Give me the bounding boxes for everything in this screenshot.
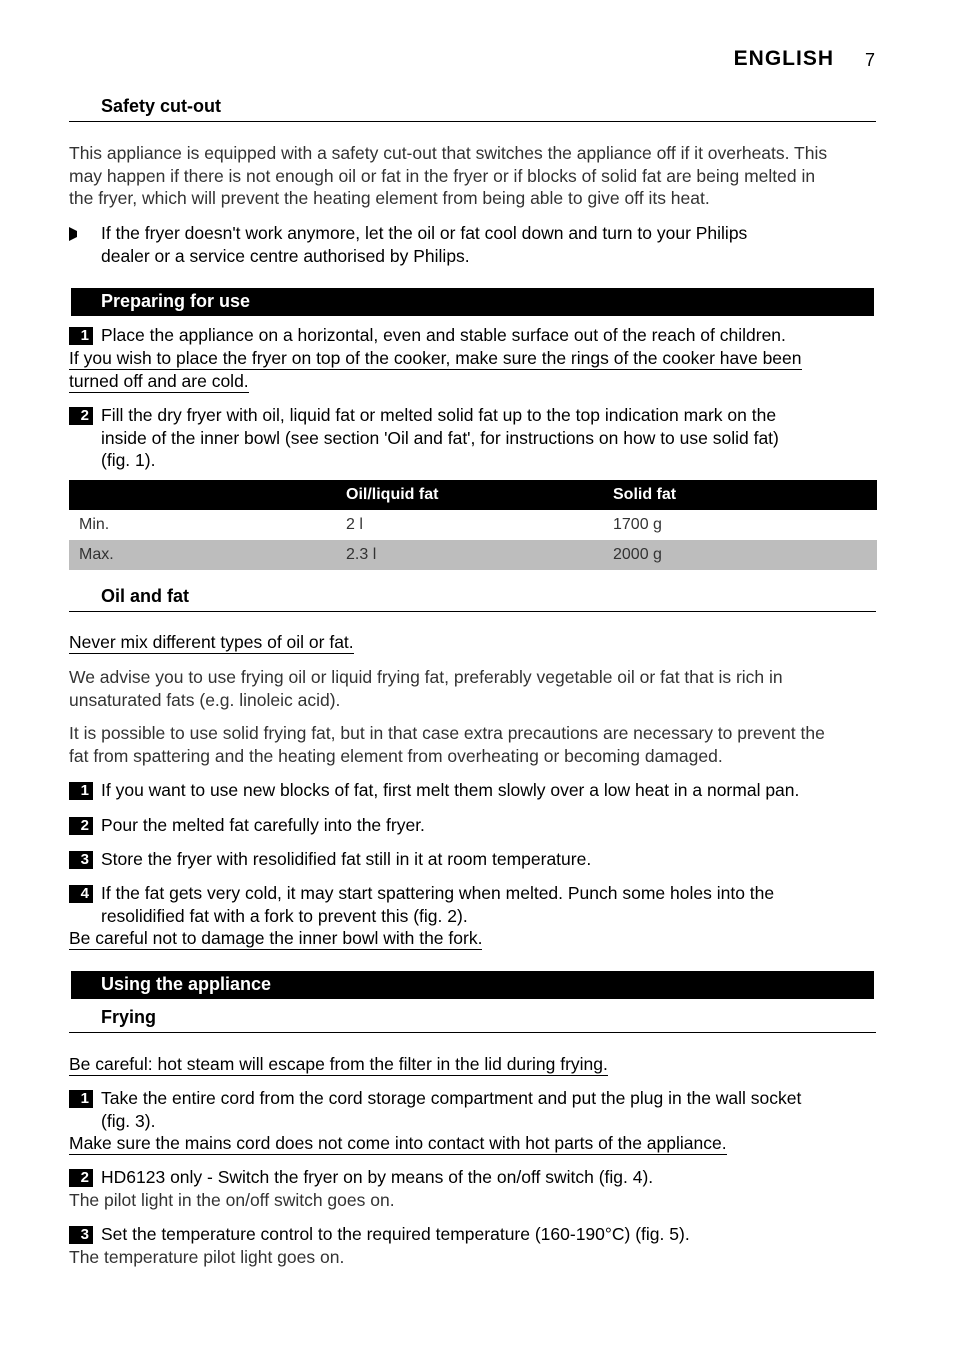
using-step-3	[69, 1223, 879, 1246]
table-header: Solid fat	[603, 480, 877, 510]
text-line: dealer or a service centre authorised by Philips.	[101, 245, 470, 266]
text-line: Make sure the mains cord does not come into contact with hot parts of the appliance.	[69, 1133, 727, 1153]
table-row	[69, 540, 877, 570]
divider	[69, 1032, 876, 1033]
safety-bullet	[101, 222, 881, 267]
text-line: resolidified fat with a fork to prevent this (fig. 2).	[101, 905, 468, 926]
oil-step-2	[69, 814, 879, 837]
step-text: Set the temperature control to the required temperature (160-190°C) (fig. 5).	[101, 1224, 690, 1244]
frying-warning	[69, 1053, 608, 1076]
text-line: Take the entire cord from the cord storage compartment and put the plug in the wall socket	[101, 1088, 802, 1108]
safety-paragraph	[69, 142, 879, 210]
text-line: fat from spattering and the heating element from overheating or becoming damaged.	[69, 745, 723, 766]
language-label: ENGLISH	[733, 47, 834, 70]
oil-fat-paragraph-2	[69, 722, 879, 767]
text-line: Never mix different types of oil or fat.	[69, 632, 354, 652]
oil-step-4	[69, 882, 879, 926]
oil-fat-warning	[69, 631, 354, 654]
table-header-row	[69, 480, 877, 510]
table-header	[69, 480, 336, 510]
text-line: This appliance is equipped with a safety cut-out that switches the appliance off if it overheats. This	[69, 143, 828, 163]
text-line: We advise you to use frying oil or liquid frying fat, preferably vegetable oil or fat that is rich in	[69, 667, 783, 687]
section-bar-preparing: Preparing for use	[71, 288, 874, 316]
text-line: turned off and are cold.	[69, 370, 249, 391]
step-number-badge: 3	[69, 851, 93, 869]
step-number-badge: 1	[69, 1090, 93, 1108]
text-line: It is possible to use solid frying fat, but in that case extra precautions are necessary to prevent the	[69, 723, 825, 743]
step-text: Store the fryer with resolidified fat still in it at room temperature.	[101, 849, 592, 869]
section-title-safety: Safety cut-out	[101, 96, 222, 116]
text-line: If you wish to place the fryer on top of the cooker, make sure the rings of the cooker have been	[69, 348, 802, 368]
oil-step-4-note	[69, 927, 482, 950]
text-line: (fig. 3).	[101, 1110, 156, 1131]
text-line: inside of the inner bowl (see section 'Oil and fat', for instructions on how to use solid fat)	[101, 427, 779, 448]
text-line: the fryer, which will prevent the heating element from being able to give off its heat.	[69, 188, 710, 208]
step-text: Place the appliance on a horizontal, even and stable surface out of the reach of children.	[101, 325, 786, 345]
step-number-badge: 2	[69, 407, 93, 425]
prep-step-2	[69, 404, 879, 470]
using-step-2-note: The pilot light in the on/off switch goes on.	[69, 1190, 395, 1210]
text-line: If the fryer doesn't work anymore, let the oil or fat cool down and turn to your Philips	[101, 223, 748, 243]
text-line: Be careful not to damage the inner bowl with the fork.	[69, 928, 483, 948]
table-row	[69, 510, 877, 540]
oil-step-3	[69, 848, 879, 871]
step-text	[101, 882, 881, 927]
using-step-1-note	[69, 1132, 727, 1155]
section-title-frying: Frying	[101, 1007, 157, 1027]
text-line: may happen if there is not enough oil or fat in the fryer or if blocks of solid fat are being melted in	[69, 165, 816, 186]
oil-fat-paragraph-1	[69, 666, 879, 711]
table-cell: 2.3 l	[336, 540, 603, 570]
section-title-oil-fat: Oil and fat	[101, 586, 190, 606]
step-number-badge: 4	[69, 885, 93, 903]
step-number-badge: 2	[69, 817, 93, 835]
table-cell: 1700 g	[613, 516, 662, 533]
table-cell: Min.	[79, 516, 110, 533]
step-text	[101, 1087, 881, 1132]
step-number-badge: 2	[69, 1169, 93, 1187]
step-text: If you want to use new blocks of fat, first melt them slowly over a low heat in a normal pan.	[101, 780, 800, 800]
step-number-badge: 3	[69, 1226, 93, 1244]
step-text: Pour the melted fat carefully into the fryer.	[101, 815, 425, 835]
table-header: Oil/liquid fat	[336, 480, 603, 510]
divider	[69, 611, 876, 612]
step-number-badge: 1	[69, 327, 93, 345]
text-line: If the fat gets very cold, it may start spattering when melted. Punch some holes into the	[101, 883, 775, 903]
section-bar-using: Using the appliance	[71, 971, 874, 999]
text-line: Be careful: hot steam will escape from the filter in the lid during frying.	[69, 1054, 608, 1074]
divider	[69, 121, 876, 122]
step-text	[101, 404, 881, 472]
text-line: (fig. 1).	[101, 450, 156, 470]
bullet-arrow-icon	[69, 227, 81, 241]
page-number: 7	[865, 50, 876, 70]
prep-step-1-note	[69, 347, 879, 392]
text-line: unsaturated fats (e.g. linoleic acid).	[69, 689, 341, 710]
table-cell: 2000 g	[603, 540, 877, 570]
using-step-2	[69, 1166, 879, 1189]
table-cell: Max.	[69, 540, 336, 570]
text-line: Fill the dry fryer with oil, liquid fat or melted solid fat up to the top indication mark on the	[101, 405, 777, 425]
using-step-1	[69, 1087, 879, 1131]
step-number-badge: 1	[69, 782, 93, 800]
prep-step-1	[69, 324, 879, 347]
oil-step-1	[69, 779, 879, 802]
step-text: HD6123 only - Switch the fryer on by means of the on/off switch (fig. 4).	[101, 1167, 654, 1187]
table-cell: 2 l	[346, 516, 363, 533]
fill-quantity-table	[69, 480, 877, 570]
using-step-3-note: The temperature pilot light goes on.	[69, 1247, 345, 1267]
